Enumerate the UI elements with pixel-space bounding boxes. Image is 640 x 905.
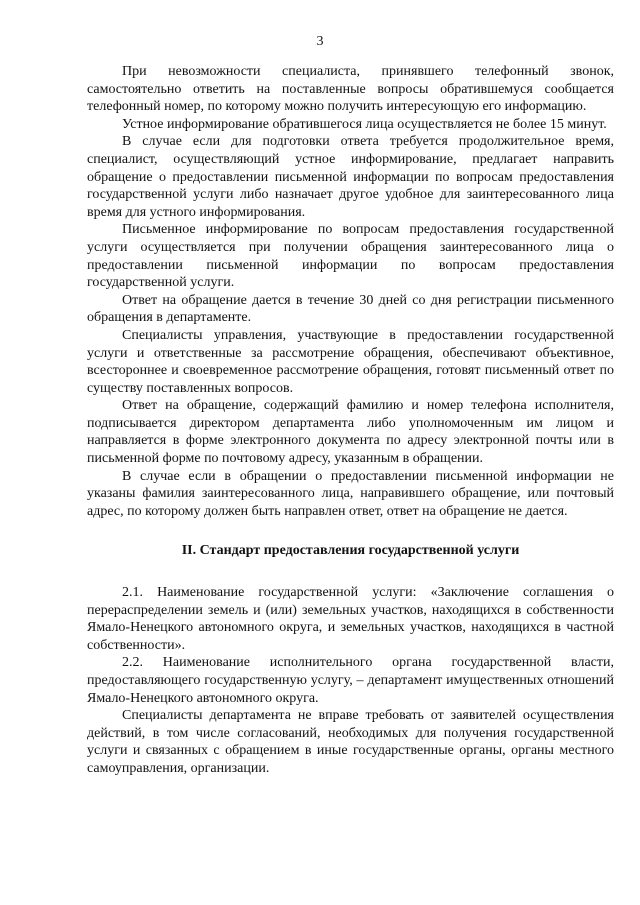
paragraph-specialists-review: Специалисты управления, участвующие в предоставлении государственной услуги и ответственные за рассмотрение обращения, обеспечивают объективное, всестороннее и своевременное рассмотрение обращения, готовят письменный ответ по существу поставленных вопросов.: [87, 327, 614, 396]
paragraph-no-demands: Специалисты департамента не вправе требовать от заявителей осуществления действий, в том числе согласований, необходимых для получения государственной услуги и связанных с обращением в иные государственные органы, органы местного самоуправления, организации.: [87, 708, 614, 776]
paragraph-response-signing: Ответ на обращение, содержащий фамилию и номер телефона исполнителя, подписывается директором департамента либо уполномоченным им лицом и направляется в форме электронного документа по адресу электронной почты или в письменной форме по почтовому адресу, указанным в обращении.: [87, 398, 614, 467]
paragraph-long-preparation: В случае если для подготовки ответа требуется продолжительное время, специалист, осуществляющий устное информирование, предлагает направить обращение о предоставлении письменной информации по вопросам предоставления государственной услуги либо назначает другое удобное для заинтересованного лица время для устного информирования.: [87, 134, 614, 220]
section-heading: II. Стандарт предоставления государственной услуги: [181, 543, 520, 559]
paragraph-written-informing: Письменное информирование по вопросам предоставления государственной услуги осуществляется при получении обращения заинтересованного лица о предоставлении письменной информации по вопросам предоставления государственной услуги.: [87, 222, 614, 291]
page-number: 3: [316, 34, 324, 49]
paragraph-phone-referral: При невозможности специалиста, принявшего телефонный звонок, самостоятельно ответить на поставленные вопросы обратившемуся сообщается телефонный номер, по которому можно получить интересующую его информацию.: [87, 64, 614, 115]
paragraph-authority-name: 2.2. Наименование исполнительного органа государственной власти, предоставляющего государственную услугу, – департамент имущественных отношений Ямало-Ненецкого автономного округа.: [87, 655, 614, 706]
paragraph-response-deadline: Ответ на обращение дается в течение 30 дней со дня регистрации письменного обращения в департаменте.: [87, 292, 614, 326]
document-body: [87, 63, 614, 778]
paragraph-no-response: В случае если в обращении о предоставлении письменной информации не указаны фамилия заинтересованного лица, направившего обращение, или почтовый адрес, по которому должен быть направлен ответ, ответ на обращение не дается.: [87, 468, 614, 519]
paragraph-service-name: 2.1. Наименование государственной услуги: «Заключение соглашения о перераспределении земель и (или) земельных участков, находящихся в собственности Ямало-Ненецкого автономного округа, и земельных участков, находящихся в частной собственности».: [87, 585, 614, 653]
paragraph-oral-duration: Устное информирование обратившегося лица осуществляется не более 15 минут.: [122, 116, 607, 132]
